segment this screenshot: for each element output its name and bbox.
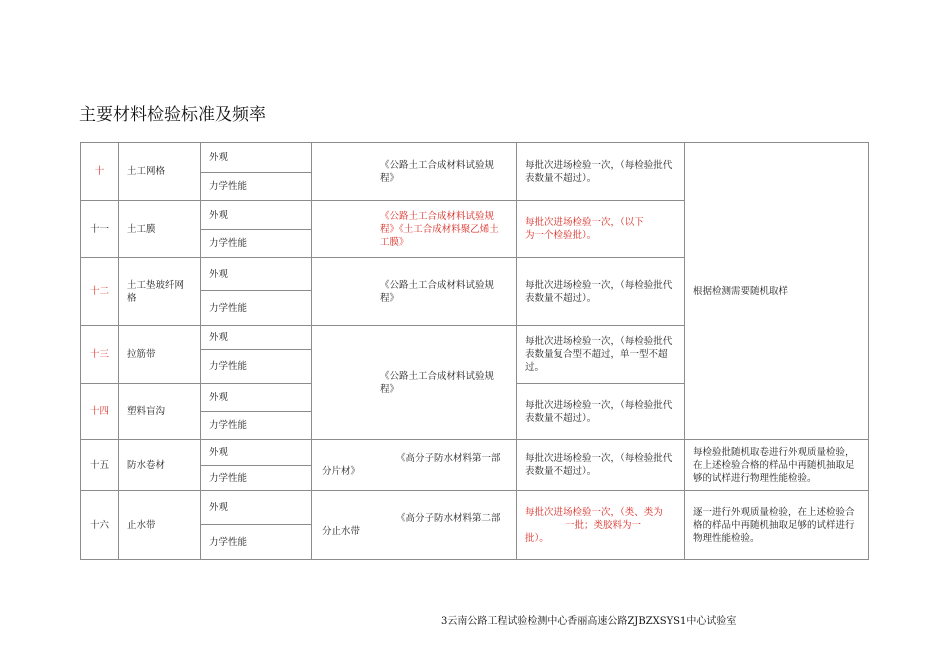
table-row <box>81 143 869 173</box>
frequency-cell: 每批次进场检验一次，（每检验批代表数量复合型不超过，单一型不超过。 <box>517 326 685 384</box>
frequency-cell: 每批次进场检验一次，（每检验批代表数量不超过）。 <box>517 440 685 491</box>
item-appearance: 外观 <box>201 440 312 466</box>
standard-cell: 《公路土工合成材料试验规程》 <box>312 326 517 440</box>
table-row <box>81 491 869 525</box>
standard-cell <box>312 491 517 560</box>
sampling-cell: 根据检测需要随机取样 <box>685 143 869 440</box>
frequency-line: 为一个检验批）。 <box>525 230 597 241</box>
material-name: 土工膜 <box>119 201 201 258</box>
item-appearance: 外观 <box>201 384 312 412</box>
item-mechanical: 力学性能 <box>201 173 312 201</box>
row-number: 十五 <box>81 440 119 491</box>
row-number: 十六 <box>81 491 119 560</box>
frequency-line: 每批次进场检验一次，（类、类为 <box>525 506 663 518</box>
item-appearance: 外观 <box>201 326 312 350</box>
standard-line: 《高分子防水材料第二部 <box>396 513 501 524</box>
page-title: 主要材料检验标准及频率 <box>79 105 266 125</box>
standard-line: 《高分子防水材料第一部 <box>396 453 501 464</box>
material-name: 拉筋带 <box>119 326 201 384</box>
standard-cell: 《公路土工合成材料试验规程》 <box>312 143 517 201</box>
row-number: 十四 <box>81 384 119 440</box>
table-row <box>81 440 869 466</box>
item-appearance: 外观 <box>201 201 312 230</box>
sampling-cell: 逐一进行外观质量检验，在上述检验合格的样品中再随机抽取足够的试样进行物理性能检验。 <box>685 491 869 560</box>
frequency-cell: 每批次进场检验一次，（每检验批代表数量不超过）。 <box>517 143 685 201</box>
item-appearance: 外观 <box>201 258 312 291</box>
item-mechanical: 力学性能 <box>201 291 312 326</box>
frequency-line: 一批；类胶料为一 <box>565 519 642 531</box>
standard-line: 分止水带 <box>322 526 361 537</box>
frequency-cell <box>517 491 685 560</box>
material-name: 止水带 <box>119 491 201 560</box>
frequency-line: 批）。 <box>525 532 549 544</box>
material-name: 防水卷材 <box>119 440 201 491</box>
frequency-cell: 每批次进场检验一次，（每检验批代表数量不超过）。 <box>517 258 685 326</box>
page-footer: 3云南公路工程试验检测中心香丽高速公路ZJBZXSYS1中心试验室 <box>441 616 737 627</box>
row-number: 十 <box>81 143 119 201</box>
row-number: 十三 <box>81 326 119 384</box>
row-number: 十二 <box>81 258 119 326</box>
material-name: 土工垫玻纤网格 <box>119 258 201 326</box>
item-mechanical: 力学性能 <box>201 230 312 258</box>
standard-cell <box>312 440 517 491</box>
item-mechanical: 力学性能 <box>201 350 312 384</box>
frequency-line: 每批次进场检验一次，（以下 <box>525 217 644 228</box>
standard-cell: 《公路土工合成材料试验规程》《土工合成材料聚乙烯土工膜》 <box>312 201 517 258</box>
sampling-cell: 每检验批随机取卷进行外观质量检验，在上述检验合格的样品中再随机抽取足够的试样进行物理性能检验。 <box>685 440 869 491</box>
item-mechanical: 力学性能 <box>201 466 312 491</box>
item-appearance: 外观 <box>201 143 312 173</box>
material-name: 塑料盲沟 <box>119 384 201 440</box>
frequency-cell: 每批次进场检验一次，（每检验批代表数量不超过）。 <box>517 384 685 440</box>
material-name: 土工网格 <box>119 143 201 201</box>
frequency-cell <box>517 201 685 258</box>
inspection-table <box>80 142 869 560</box>
row-number: 十一 <box>81 201 119 258</box>
item-appearance: 外观 <box>201 491 312 525</box>
item-mechanical: 力学性能 <box>201 525 312 560</box>
standard-line: 分片材》 <box>322 466 361 477</box>
standard-cell: 《公路土工合成材料试验规程》 <box>312 258 517 326</box>
item-mechanical: 力学性能 <box>201 412 312 440</box>
